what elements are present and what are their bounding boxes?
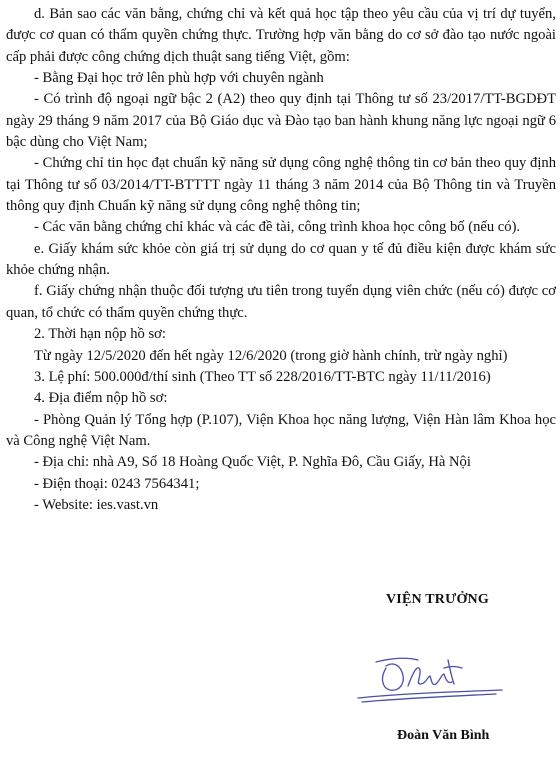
para-e-health-certificate: e. Giấy khám sức khỏe còn giá trị sử dụng do cơ quan y tế đủ điều kiện được khám sức khỏe chứng nhận.	[6, 240, 556, 279]
para-d-copies-of-diplomas: d. Bản sao các văn bằng, chứng chỉ và kết quả học tập theo yêu cầu của vị trí dự tuyển, được cơ quan có thẩm quyền chứng thực. Trường hợp văn bằng do cơ sở đào tạo nước ngoài cấp phải được công chứng dịch thuật sang tiếng Việt, gồm:	[6, 6, 556, 65]
section-4-location-heading: 4. Địa điểm nộp hồ sơ:	[34, 390, 168, 407]
item-address: - Địa chỉ: nhà A9, Số 18 Hoàng Quốc Việt, P. Nghĩa Đô, Cầu Giấy, Hà Nội	[34, 454, 471, 471]
para-f-priority-certificate: f. Giấy chứng nhận thuộc đối tượng ưu tiên trong tuyển dụng viên chức (nếu có) được cơ quan, tổ chức có thẩm quyền chứng thực.	[6, 283, 556, 321]
item-website: - Website: ies.vast.vn	[34, 496, 159, 513]
item-university-degree: - Bằng Đại học trở lên phù hợp với chuyên ngành	[34, 70, 324, 87]
item-foreign-language: - Có trình độ ngoại ngữ bậc 2 (A2) theo quy định tại Thông tư số 23/2017/TT-BGDĐT ngày 29 tháng 9 năm 2017 của Bộ Giáo dục và Đào tạo ban hành khung năng lực ngoại ngữ 6 bậc dùng cho Việt Nam;	[6, 91, 556, 151]
handwritten-signature	[356, 640, 506, 710]
item-it-certificate: - Chứng chỉ tin học đạt chuẩn kỹ năng sử dụng công nghệ thông tin cơ bản theo quy định tại Thông tư số 03/2014/TT-BTTTT ngày 11 tháng 3 năm 2014 của Bộ Thông tin và Truyền thông quy định Chuẩn kỹ năng sử dụng công nghệ thông tin;	[6, 155, 556, 215]
document-body	[6, 4, 556, 516]
deadline-dates: Từ ngày 12/5/2020 đến hết ngày 12/6/2020 (trong giờ hành chính, trừ ngày nghỉ)	[34, 347, 508, 364]
item-office: - Phòng Quản lý Tổng hợp (P.107), Viện Khoa học năng lượng, Viện Hàn lâm Khoa học và Công nghệ Việt Nam.	[6, 411, 556, 449]
section-3-fee: 3. Lệ phí: 500.000đ/thí sinh (Theo TT số 228/2016/TT-BTC ngày 11/11/2016)	[34, 368, 491, 385]
item-other-certificates: - Các văn bằng chứng chỉ khác và các đề tài, công trình khoa học công bố (nếu có).	[34, 219, 521, 236]
signer-title: VIỆN TRƯỞNG	[386, 592, 489, 607]
signer-name: Đoàn Văn Bình	[397, 728, 490, 743]
section-2-deadline-heading: 2. Thời hạn nộp hồ sơ:	[34, 326, 166, 343]
item-phone: - Điện thoại: 0243 7564341;	[34, 475, 200, 492]
